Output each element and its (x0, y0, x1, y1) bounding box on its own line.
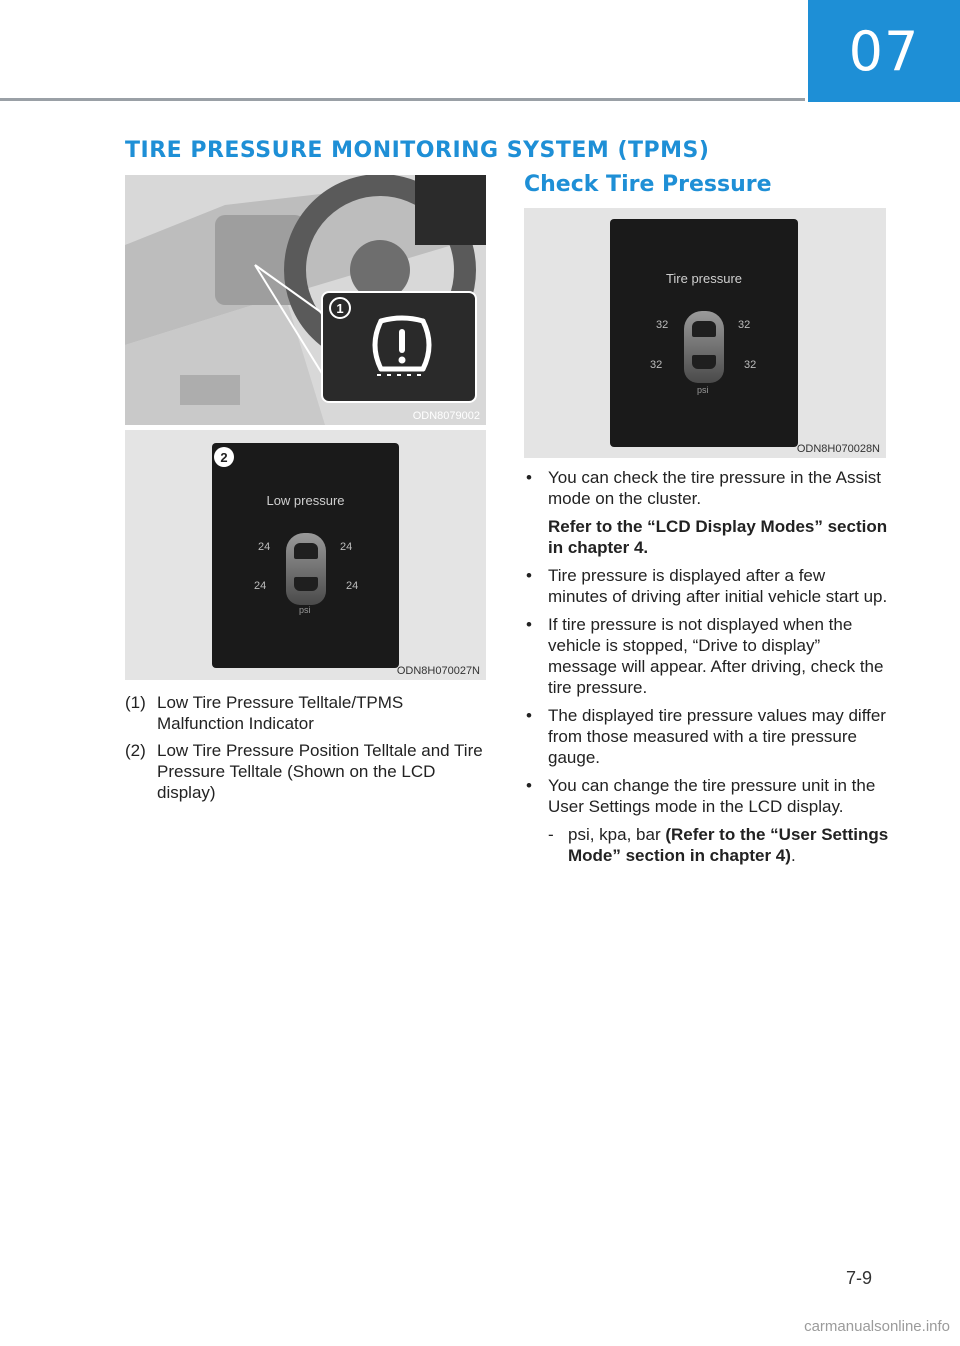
list-item-text: You can check the tire pressure in the Assist mode on the cluster. (548, 468, 881, 508)
watermark: carmanualsonline.info (804, 1318, 950, 1335)
sub-list-item (548, 824, 889, 866)
dash-icon: - (548, 825, 554, 844)
section-title: TIRE PRESSURE MONITORING SYSTEM (TPMS) (125, 138, 710, 163)
period: . (790, 846, 796, 865)
car-top-view-icon (684, 311, 724, 383)
tire-pressure-display-figure (524, 208, 886, 458)
list-item-text: If tire pressure is not displayed when the vehicle is stopped, “Drive to display” message will appear. After driving, check the tire pressure. (548, 615, 884, 697)
tire-value-front-left: 32 (656, 319, 669, 331)
figure-code: ODN8079002 (412, 410, 480, 422)
reference-note: (Refer to the “User Settings Mode” section in chapter 4) (568, 825, 889, 865)
callout-number-badge: 2 (214, 447, 234, 467)
page-number: 7-9 (845, 1268, 872, 1288)
caption-1 (125, 692, 487, 736)
chapter-tab: 07 (808, 0, 960, 102)
bullet-icon: • (526, 615, 532, 634)
tire-value-front-left: 24 (258, 541, 271, 553)
tire-value-rear-right: 32 (744, 359, 757, 371)
list-item (524, 467, 889, 558)
list-item-text: You can change the tire pressure unit in the User Settings mode in the LCD display. (548, 776, 876, 816)
list-item (524, 565, 889, 607)
caption-number: (1) (125, 693, 146, 712)
figure-code: ODN8H070027N (396, 665, 480, 677)
tire-value-front-right: 24 (340, 541, 353, 553)
tire-value-rear-left: 24 (254, 580, 267, 592)
header-rule (0, 98, 805, 101)
list-item (524, 775, 889, 866)
screen-title: Tire pressure (665, 271, 743, 286)
bullet-icon: • (526, 776, 532, 795)
pressure-unit: psi (299, 605, 311, 615)
dashboard-photo-figure (125, 175, 486, 425)
screen-title: Low pressure (266, 493, 345, 508)
list-item (524, 705, 889, 768)
list-item-text: Tire pressure is displayed after a few minutes of driving after initial vehicle start up. (548, 566, 888, 606)
tire-value-rear-left: 32 (650, 359, 663, 371)
caption-text: Low Tire Pressure Telltale/TPMS Malfunction Indicator (157, 693, 404, 733)
bullet-icon: • (526, 566, 532, 585)
low-pressure-display-figure (125, 430, 486, 680)
tpms-warning-icon (367, 315, 437, 377)
bullet-list (524, 467, 889, 873)
unit-options: psi, kpa, bar (568, 825, 666, 844)
tire-value-rear-right: 24 (346, 580, 359, 592)
check-tire-pressure-heading: Check Tire Pressure (524, 172, 772, 197)
bullet-icon: • (526, 706, 532, 725)
tire-value-front-right: 32 (738, 319, 751, 331)
lcd-screen (212, 443, 399, 668)
caption-2 (125, 740, 487, 806)
list-item-note: Refer to the “LCD Display Modes” section in chapter 4. (548, 517, 888, 557)
figure-code: ODN8H070028N (796, 443, 880, 455)
caption-text: Low Tire Pressure Position Telltale and Tire Pressure Telltale (Shown on the LCD display) (157, 741, 483, 802)
lcd-screen (610, 219, 798, 447)
pressure-unit: psi (697, 385, 709, 395)
caption-number: (2) (125, 741, 146, 760)
list-item (524, 614, 889, 698)
bullet-icon: • (526, 468, 532, 487)
list-item-text: The displayed tire pressure values may differ from those measured with a tire pressure gauge. (548, 706, 886, 767)
callout-number-badge: 1 (329, 297, 351, 319)
car-top-view-icon (286, 533, 326, 605)
